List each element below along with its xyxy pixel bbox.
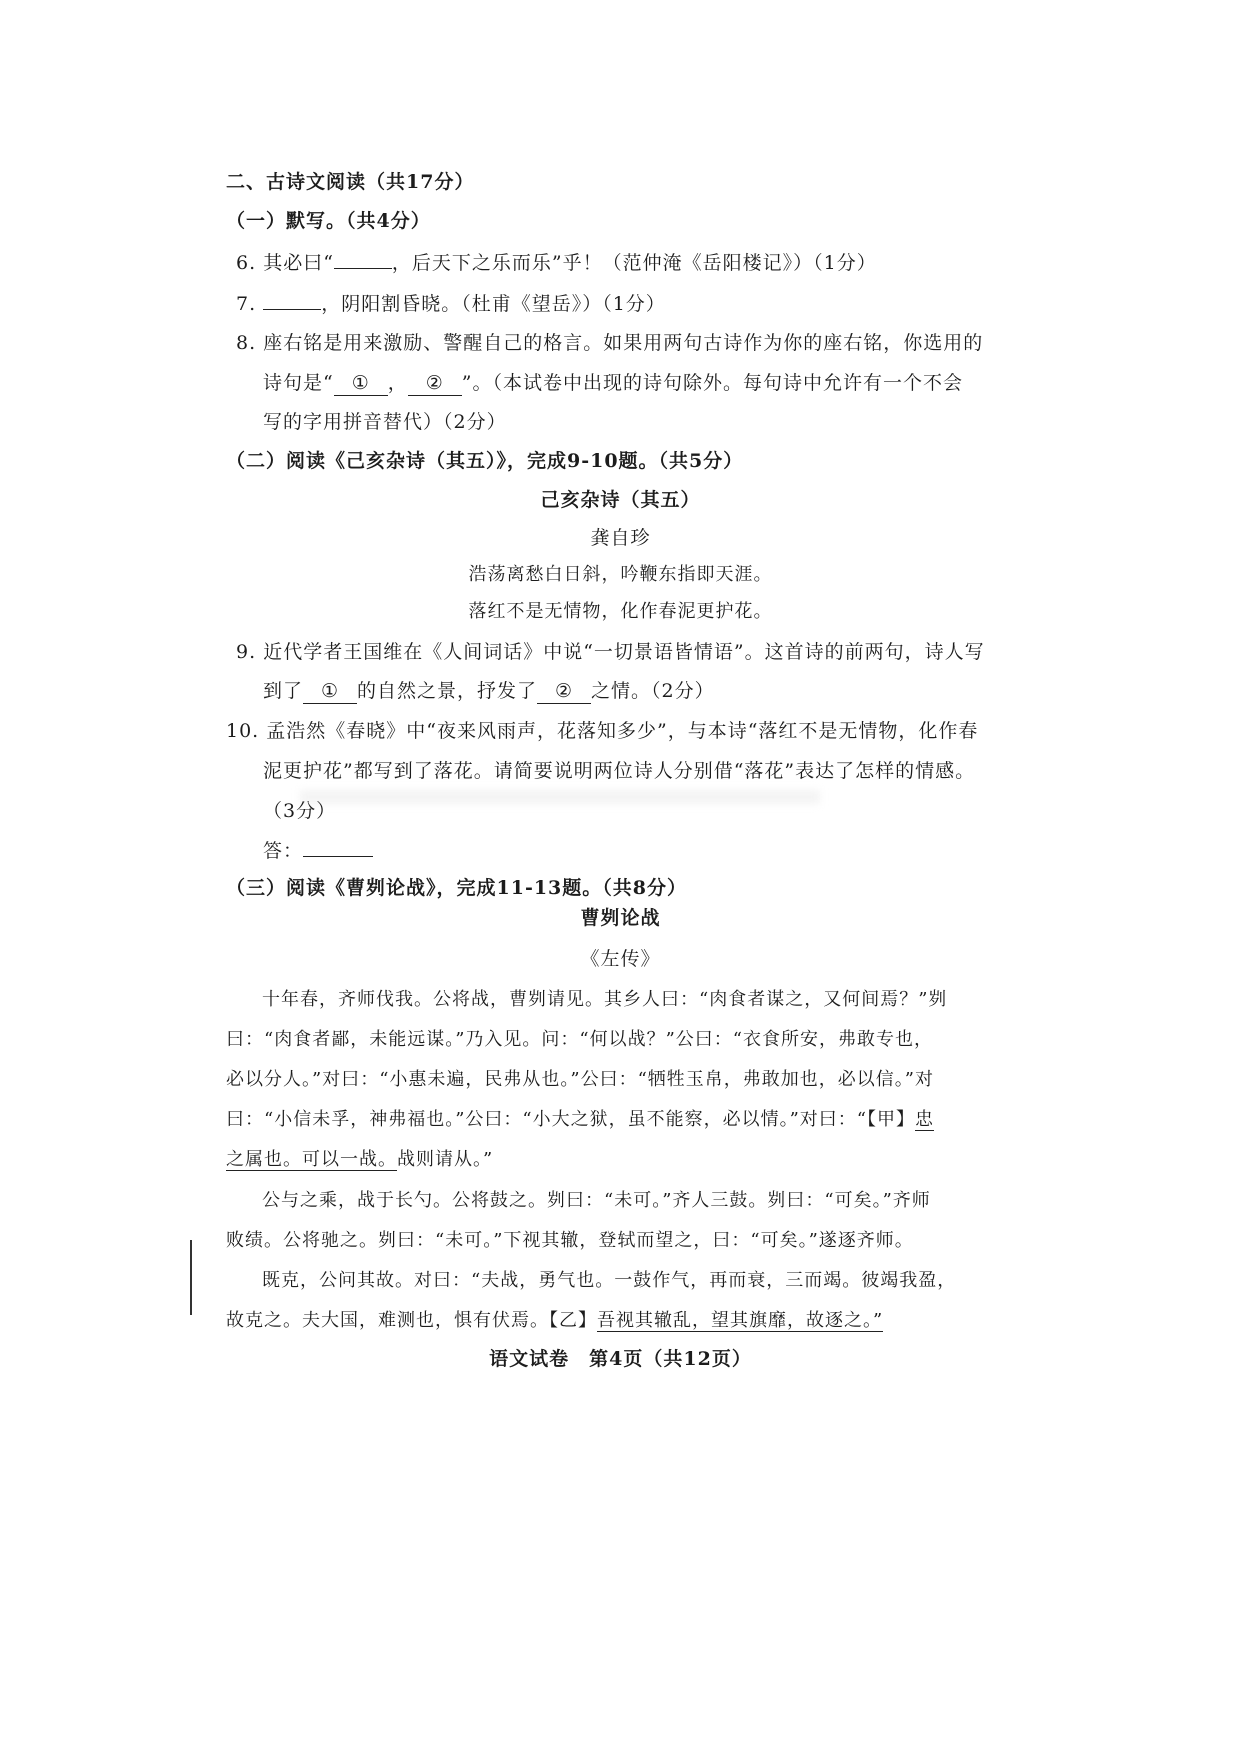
q10-line3: （3分） <box>263 800 337 822</box>
q10-answer-label: 答： <box>263 840 304 862</box>
question-10 <box>226 717 978 745</box>
q8-blank-1: ① <box>334 371 388 396</box>
q8-line2 <box>263 369 963 397</box>
p1-line5-rest: 战则请从。” <box>397 1149 494 1170</box>
underlined-sentence-jia-start: 忠 <box>915 1109 935 1130</box>
poem-line-2: 落红不是无情物，化作春泥更护花。 <box>468 601 773 622</box>
q8-comma: ， <box>387 372 408 394</box>
q10-answer-blank <box>303 836 373 857</box>
q8-line3: 写的字用拼音替代）（2分） <box>263 411 507 433</box>
poem-title: 己亥杂诗（其五） <box>540 489 701 511</box>
q8-blank-2: ② <box>408 371 462 396</box>
part2-heading: （二）阅读《己亥杂诗（其五）》，完成9-10题。（共5分） <box>226 450 744 472</box>
q7-answer-blank <box>263 289 321 310</box>
passage-p3-line2 <box>226 1307 883 1335</box>
q8-line1: 座右铭是用来激励、警醒自己的格言。如果用两句古诗作为你的座右铭，你选用的 <box>263 332 984 354</box>
q9-line2-b: 的自然之景，抒发了 <box>357 680 538 702</box>
section-heading: 二、古诗文阅读（共17分） <box>226 171 475 193</box>
q9-line2-c: 之情。（2分） <box>591 680 715 702</box>
q7-text: ，阴阳割昏晓。（杜甫《望岳》）（1分） <box>321 293 666 315</box>
passage-p2-line2: 败绩。公将驰之。刿曰：“未可。”下视其辙，登轼而望之，曰：“可矣。”遂逐齐师。 <box>226 1230 914 1251</box>
passage-p1-line1: 十年春，齐师伐我。公将战，曹刿请见。其乡人曰：“肉食者谋之，又何间焉？”刿 <box>262 989 948 1010</box>
q7-number: 7. <box>236 293 257 315</box>
part1-heading: （一）默写。（共4分） <box>226 210 431 232</box>
passage-p1-line3: 必以分人。”对曰：“小惠未遍，民弗从也。”公曰：“牺牲玉帛，弗敢加也，必以信。”对 <box>226 1069 935 1090</box>
q6-text-after: ，后天下之乐而乐”乎！（范仲淹《岳阳楼记》）（1分） <box>391 252 877 274</box>
q8-number: 8. <box>236 332 257 354</box>
q10-answer <box>263 836 373 865</box>
q10-line2: 泥更护花”都写到了落花。请简要说明两位诗人分别借“落花”表达了怎样的情感。 <box>263 760 976 782</box>
passage-p1-line2: 曰：“肉食者鄙，未能远谋。”乃入见。问：“何以战？”公曰：“衣食所安，弗敢专也， <box>226 1029 934 1050</box>
question-8 <box>236 329 983 357</box>
passage-title: 曹刿论战 <box>580 907 661 929</box>
q6-text-before: 其必曰“ <box>263 252 334 274</box>
passage-source: 《左传》 <box>580 948 661 970</box>
q10-number: 10. <box>226 720 260 742</box>
passage-p1-line4 <box>226 1106 934 1134</box>
q6-number: 6. <box>236 252 257 274</box>
passage-p2-line1: 公与之乘，战于长勺。公将鼓之。刿曰：“未可。”齐人三鼓。刿曰：“可矣。”齐师 <box>262 1190 931 1211</box>
question-6 <box>236 248 877 277</box>
underlined-sentence-jia-end: 之属也。可以一战。 <box>226 1149 397 1170</box>
paper-fold-shadow <box>300 790 820 804</box>
q8-line2-b: ”。（本试卷中出现的诗句除外。每句诗中允许有一个不会 <box>461 372 963 394</box>
question-9 <box>236 638 985 666</box>
poem-line-1: 浩荡离愁白日斜，吟鞭东指即天涯。 <box>468 564 773 585</box>
underlined-sentence-yi: 吾视其辙乱，望其旗靡，故逐之。” <box>597 1310 884 1331</box>
passage-p1-line5 <box>226 1146 493 1174</box>
p1-line4-text: 曰：“小信未孚，神弗福也。”公曰：“小大之狱，虽不能察，必以情。”对曰：“【甲】 <box>226 1109 916 1130</box>
part3-heading: （三）阅读《曹刿论战》，完成11-13题。（共8分） <box>226 877 687 899</box>
p3-line2-text: 故克之。夫大国，难测也，惧有伏焉。【乙】 <box>226 1310 597 1331</box>
binding-margin-line <box>190 1240 192 1315</box>
q9-line2 <box>263 677 715 705</box>
q9-blank-2: ② <box>537 679 591 704</box>
q9-line1: 近代学者王国维在《人间词话》中说“一切景语皆情语”。这首诗的前两句，诗人写 <box>263 641 985 663</box>
q6-answer-blank <box>334 248 392 269</box>
page-footer: 语文试卷 第4页（共12页） <box>489 1348 752 1370</box>
passage-p3-line1: 既克，公问其故。对曰：“夫战，勇气也。一鼓作气，再而衰，三而竭。彼竭我盈， <box>262 1270 957 1291</box>
q8-line2-a: 诗句是“ <box>263 372 334 394</box>
q9-line2-a: 到了 <box>263 680 304 702</box>
q10-line1: 孟浩然《春晓》中“夜来风雨声，花落知多少”，与本诗“落红不是无情物，化作春 <box>266 720 979 742</box>
question-7 <box>236 289 666 318</box>
q9-number: 9. <box>236 641 257 663</box>
q9-blank-1: ① <box>303 679 357 704</box>
poem-author: 龚自珍 <box>590 527 651 549</box>
